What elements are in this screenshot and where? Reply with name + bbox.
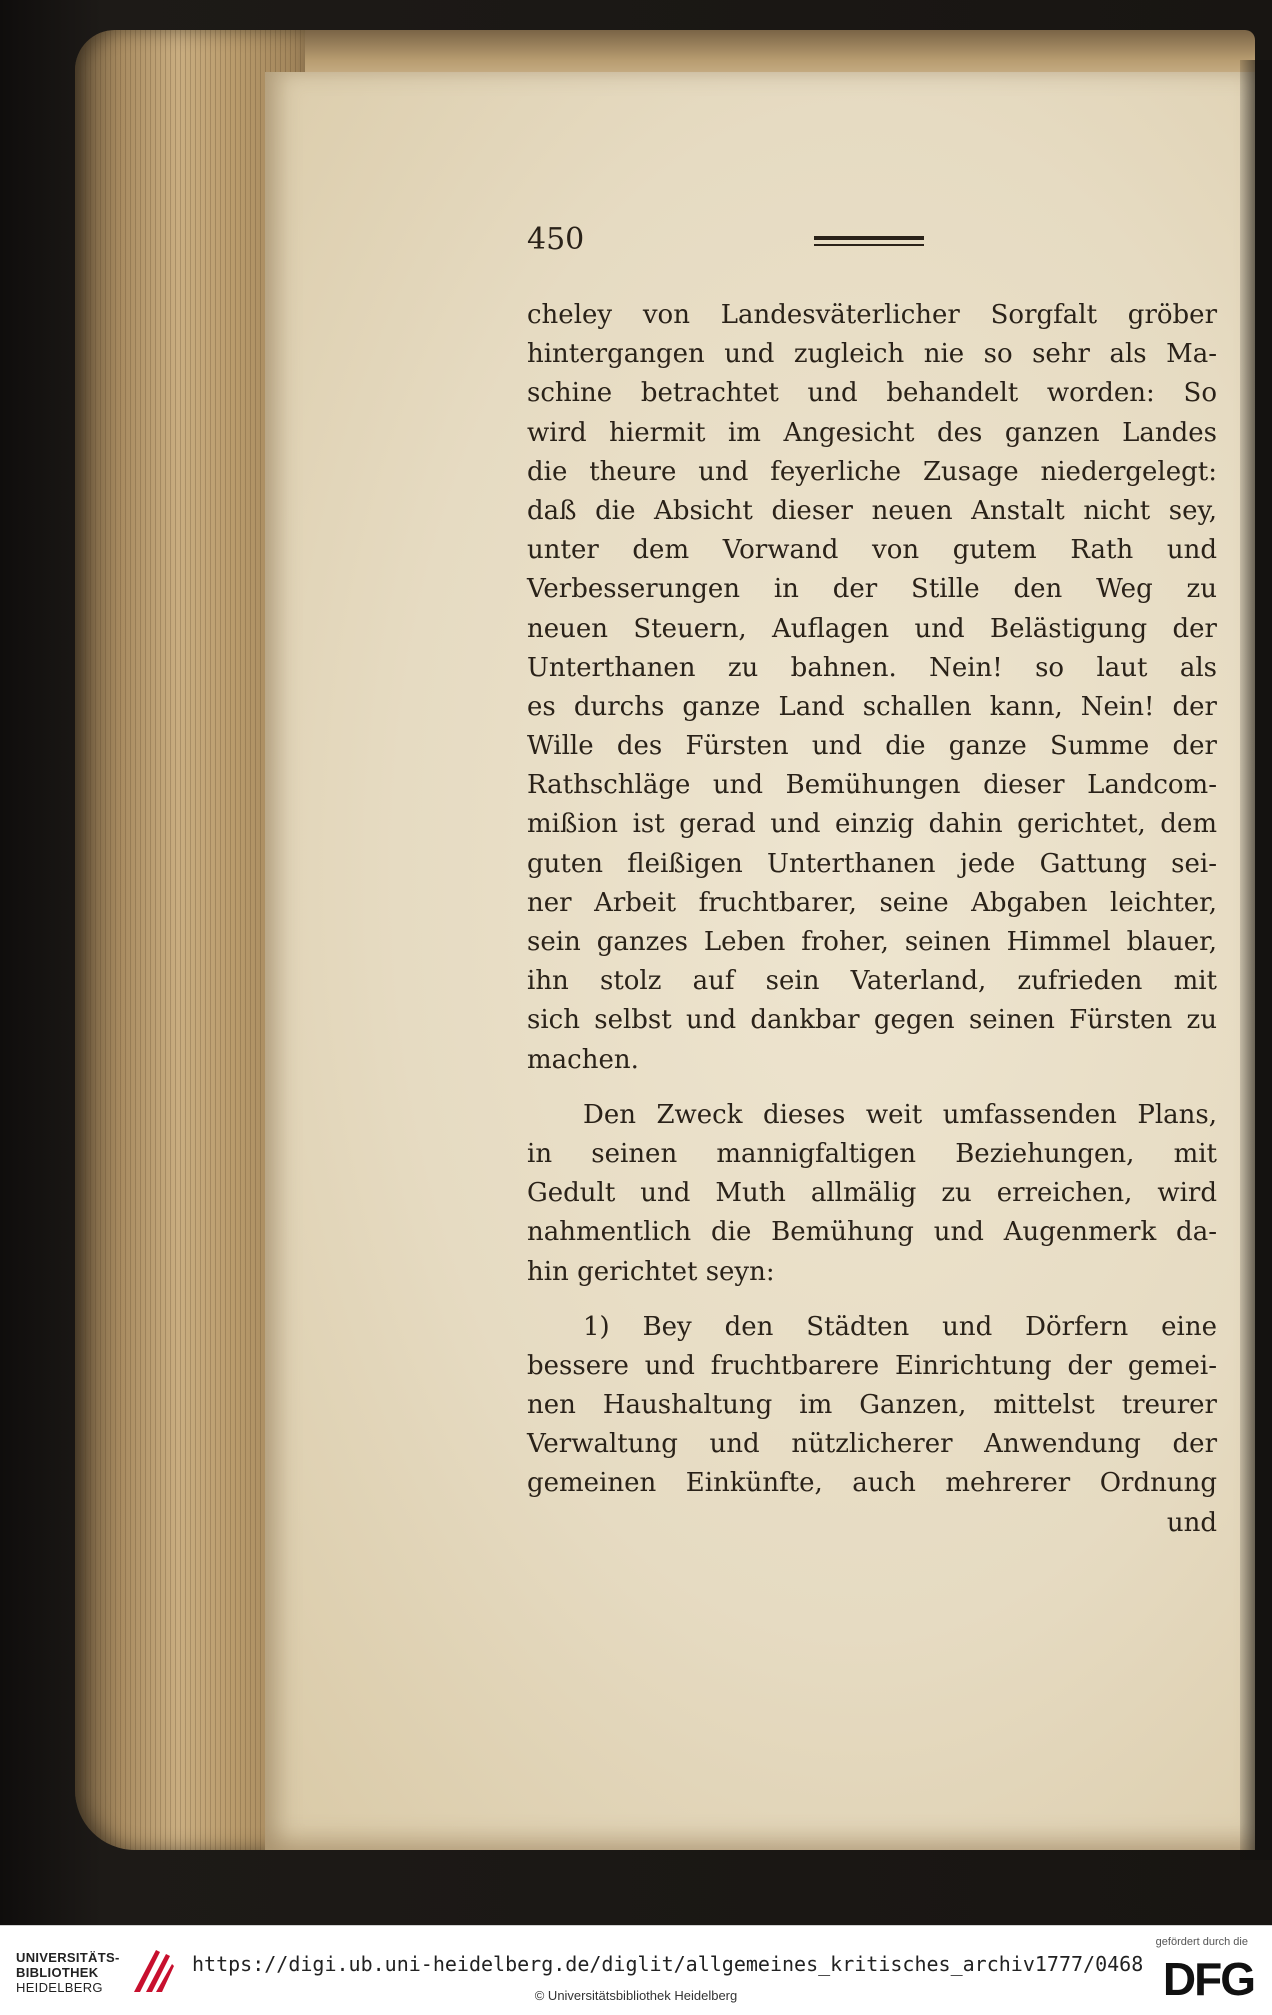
text-line: daß die Absicht dieser neuen Anstalt nicht sey, [527, 495, 1217, 526]
library-name-line-3: HEIDELBERG [16, 1980, 103, 1995]
text-line: die theure und feyerliche Zusage niedergelegt: [527, 456, 1217, 487]
page-body-text [527, 300, 1217, 1547]
text-line: sein ganzes Leben froher, seinen Himmel blauer, [527, 927, 1217, 957]
paragraph-2 [527, 1100, 1217, 1296]
text-line: ner Arbeit fruchtbarer, seine Abgaben leichter, [527, 887, 1217, 918]
header-ornament-rule [814, 236, 924, 246]
text-line: Gedult und Muth allmälig zu erreichen, wird [527, 1178, 1217, 1209]
text-line: guten fleißigen Unterthanen jede Gattung sei- [527, 848, 1217, 879]
paragraph-3 [527, 1312, 1217, 1508]
text-line: hin gerichtet seyn: [527, 1256, 775, 1287]
page-number: 450 [527, 222, 585, 257]
text-line: 1) Bey den Städten und Dörfern eine [583, 1311, 1217, 1342]
text-line: wird hiermit im Angesicht des ganzen Landes [527, 417, 1217, 448]
text-line: Wille des Fürsten und die ganze Summe der [527, 731, 1217, 762]
copyright-notice: © Universitätsbibliothek Heidelberg [534, 1988, 738, 2003]
text-line: Verbesserungen in der Stille den Weg zu [527, 574, 1217, 605]
text-line: cheley von Landesväterlicher Sorgfalt gröber [527, 300, 1217, 330]
text-line: nen Haushaltung im Ganzen, mittelst treurer [527, 1390, 1217, 1421]
footer-bar [0, 1925, 1272, 2015]
permalink-url[interactable]: https://digi.ub.uni-heidelberg.de/diglit/allgemeines_kritisches_archiv1777/0468 [192, 1952, 1144, 1976]
text-line: sich selbst und dankbar gegen seinen Fürsten zu [527, 1005, 1217, 1036]
funding-label: gefördert durch die [1155, 1936, 1248, 1948]
page-header [527, 222, 1217, 262]
text-line: schine betrachtet und behandelt worden: So [527, 378, 1217, 409]
text-line: neuen Steuern, Auflagen und Belästigung der [527, 613, 1217, 644]
page-gutter-shadow [1240, 60, 1272, 1860]
text-line: ihn stolz auf sein Vaterland, zufrieden mit [527, 966, 1217, 997]
text-line: hintergangen und zugleich nie so sehr als Ma- [527, 339, 1217, 370]
text-line: in seinen mannigfaltigen Beziehungen, mit [527, 1138, 1217, 1169]
text-line: nahmentlich die Bemühung und Augenmerk da- [527, 1217, 1217, 1248]
text-line: Verwaltung und nützlicherer Anwendung der [527, 1429, 1217, 1460]
text-line: machen. [527, 1044, 639, 1075]
text-line: Den Zweck dieses weit umfassenden Plans, [583, 1099, 1217, 1130]
paragraph-1 [527, 300, 1217, 1084]
text-line: unter dem Vorwand von gutem Rath und [527, 535, 1217, 566]
text-line: gemeinen Einkünfte, auch mehrerer Ordnung [527, 1468, 1217, 1499]
text-line: es durchs ganze Land schallen kann, Nein! der [527, 691, 1217, 722]
catchword: und [1166, 1507, 1217, 1538]
dfg-logo[interactable]: DFG [1162, 1953, 1254, 2005]
library-name-line-1: UNIVERSITÄTS- [16, 1950, 120, 1965]
text-line: mißion ist gerad und einzig dahin gerichtet, dem [527, 809, 1217, 840]
text-line: bessere und fruchtbarere Einrichtung der gemei- [527, 1350, 1217, 1381]
text-line: Rathschläge und Bemühungen dieser Landcom- [527, 770, 1217, 801]
library-name-line-2: BIBLIOTHEK [16, 1965, 99, 1980]
text-line: Unterthanen zu bahnen. Nein! so laut als [527, 652, 1217, 683]
